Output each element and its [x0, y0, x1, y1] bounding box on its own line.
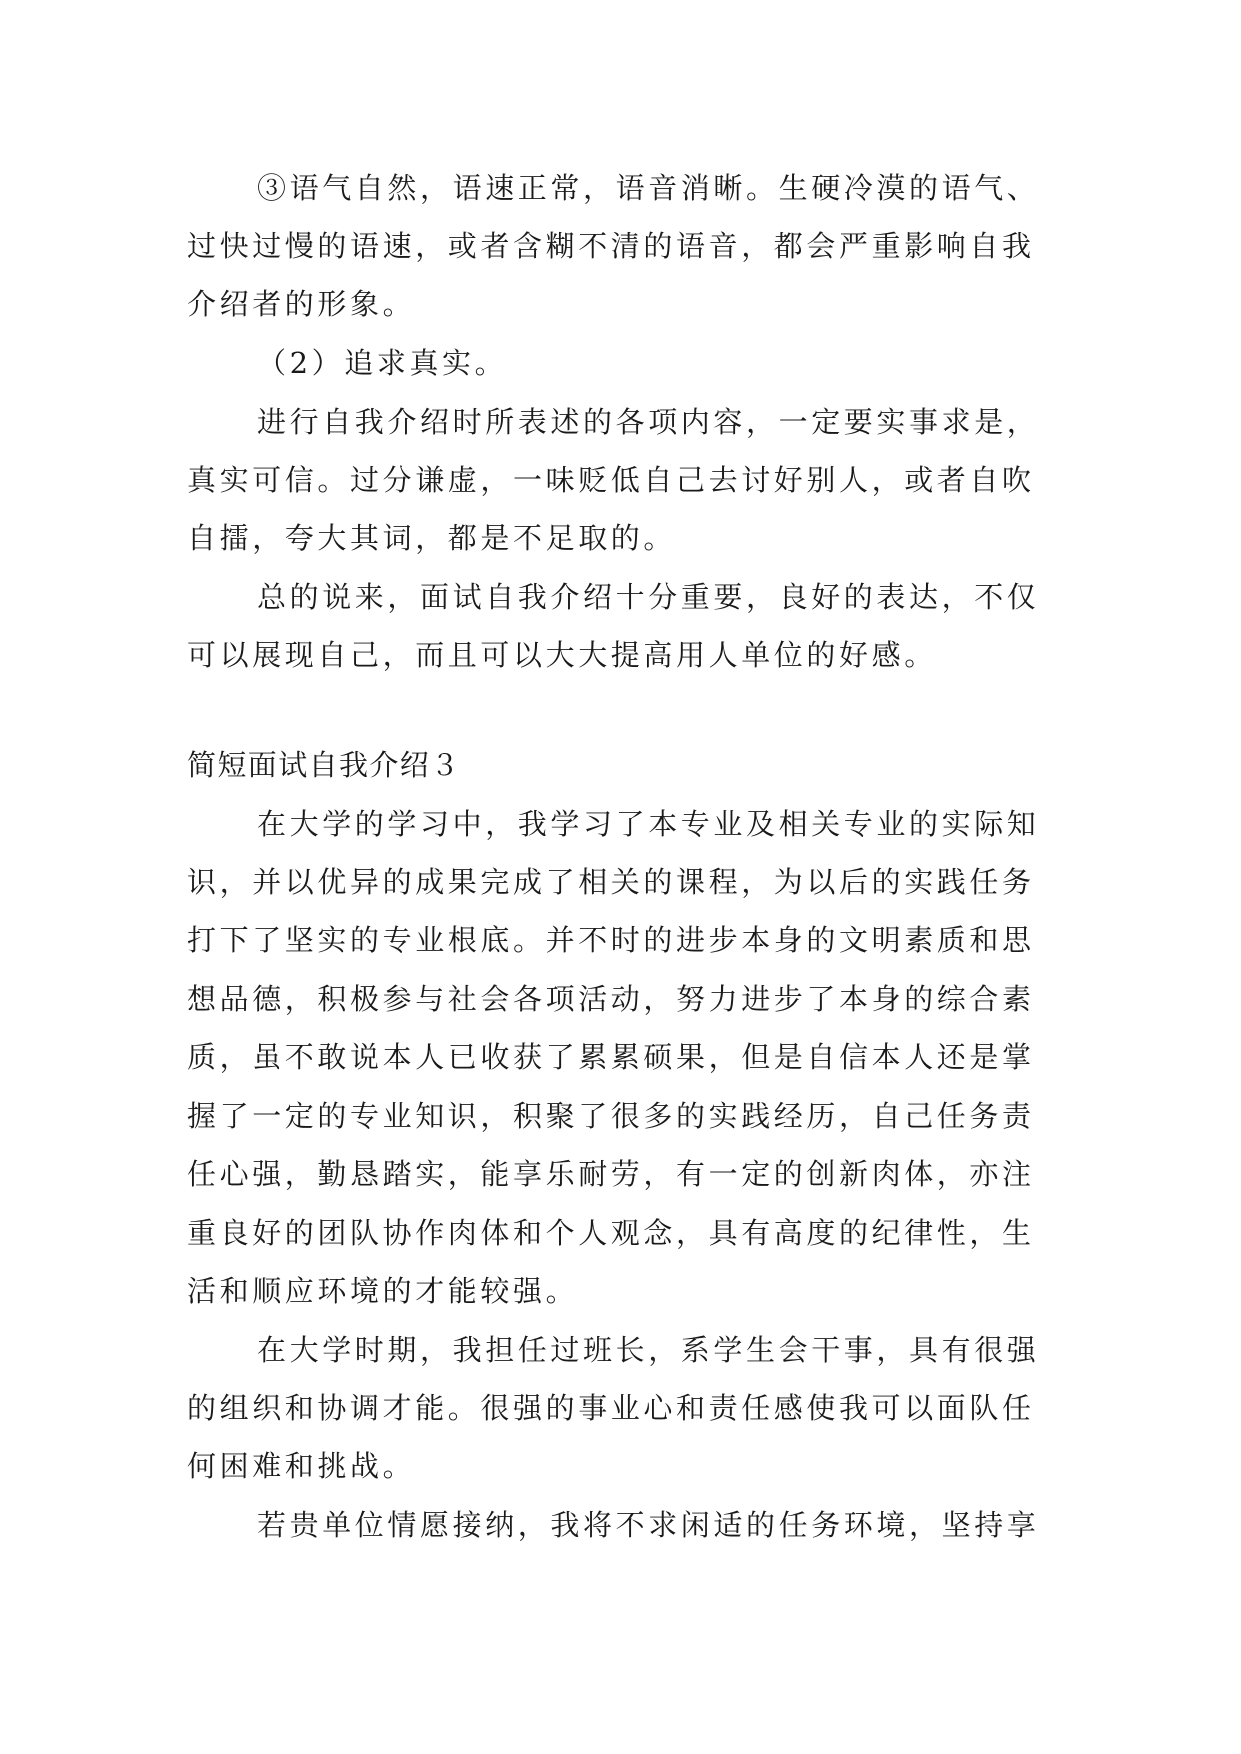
- paragraph-line: 介绍者的形象。: [187, 287, 416, 321]
- paragraph-line: 自擂，夸大其词，都是不足取的。: [187, 521, 677, 555]
- paragraph-line: 在大学的学习中，我学习了本专业及相关专业的实际知: [257, 807, 1040, 841]
- paragraph-line: 重良好的团队协作肉体和个人观念，具有高度的纪律性，生: [187, 1216, 1035, 1250]
- paragraph-line: 打下了坚实的专业根底。并不时的进步本身的文明素质和思: [187, 923, 1035, 957]
- paragraph-line: 想品德，积极参与社会各项活动，努力进步了本身的综合素: [187, 982, 1035, 1016]
- paragraph-line: 进行自我介绍时所表述的各项内容，一定要实事求是，: [257, 405, 1040, 439]
- section-subheading: （2）追求真实。: [257, 346, 508, 380]
- paragraph-line: 可以展现自己，而且可以大大提高用人单位的好感。: [187, 638, 937, 672]
- paragraph-line: 握了一定的专业知识，积聚了很多的实践经历，自己任务责: [187, 1099, 1035, 1133]
- paragraph-line: 总的说来，面试自我介绍十分重要，良好的表达，不仅: [257, 580, 1040, 614]
- paragraph-line: 过快过慢的语速，或者含糊不清的语音，都会严重影响自我: [187, 229, 1035, 263]
- paragraph-line: ③语气自然，语速正常，语音消晰。生硬冷漠的语气、: [257, 171, 1040, 205]
- paragraph-line: 在大学时期，我担任过班长，系学生会干事，具有很强: [257, 1333, 1040, 1367]
- paragraph-line: 识，并以优异的成果完成了相关的课程，为以后的实践任务: [187, 865, 1035, 899]
- paragraph-line: 质，虽不敢说本人已收获了累累硕果，但是自信本人还是掌: [187, 1040, 1035, 1074]
- paragraph-line: 任心强，勤恳踏实，能享乐耐劳，有一定的创新肉体，亦注: [187, 1157, 1035, 1191]
- paragraph-line: 的组织和协调才能。很强的事业心和责任感使我可以面队任: [187, 1391, 1035, 1425]
- paragraph-line: 若贵单位情愿接纳，我将不求闲适的任务环境，坚持享: [257, 1508, 1040, 1542]
- section-title: 简短面试自我介绍３: [187, 748, 461, 782]
- paragraph-line: 活和顺应环境的才能较强。: [187, 1274, 579, 1308]
- paragraph-line: 真实可信。过分谦虚，一味贬低自己去讨好别人，或者自吹: [187, 463, 1035, 497]
- paragraph-line: 何困难和挑战。: [187, 1449, 416, 1483]
